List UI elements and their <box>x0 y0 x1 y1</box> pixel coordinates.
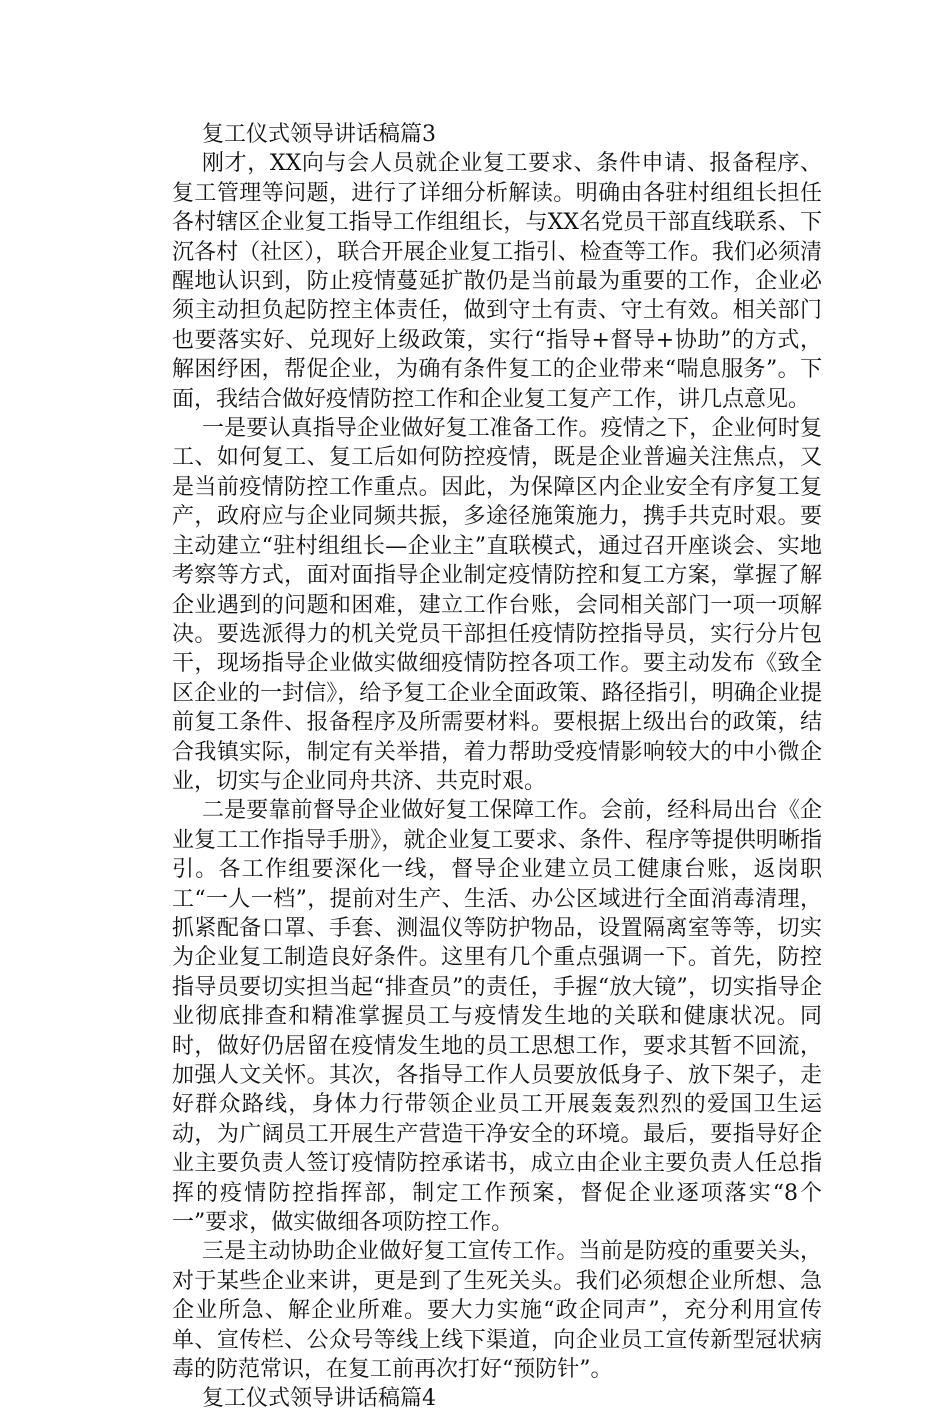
paragraph-point-one: 一是要认真指导企业做好复工准备工作。疫情之下，企业何时复工、如何复工、复工后如何防控疫情，既是企业普遍关注焦点，又是当前疫情防控工作重点。因此，为保障区内企业安全有序复工复产，政府应与企业同频共振，多途径施策施力，携手共克时艰。要主动建立“驻村组组长—企业主”直联模式，通过召开座谈会、实地考察等方式，面对面指导企业制定疫情防控和复工方案，掌握了解企业遇到的问题和困难，建立工作台账，会同相关部门一项一项解决。要选派得力的机关党员干部担任疫情防控指导员，实行分片包干，现场指导企业做实做细疫情防控各项工作。要主动发布《致全区企业的一封信》，给予复工企业全面政策、路径指引，明确企业提前复工条件、报备程序及所需要材料。要根据上级出台的政策，结合我镇实际，制定有关举措，着力帮助受疫情影响较大的中小微企业，切实与企业同舟共济、共克时艰。 <box>172 416 822 794</box>
section-4-heading: 复工仪式领导讲话稿篇4 <box>202 1386 436 1412</box>
paragraph-point-three: 三是主动协助企业做好复工宣传工作。当前是防疫的重要关头，对于某些企业来讲，更是到了生死关头。我们必须想企业所想、急企业所急、解企业所难。要大力实施“政企同声”，充分利用宣传单、宣传栏、公众号等线上线下渠道，向企业员工宣传新型冠状病毒的防范常识，在复工前再次打好“预防针”。 <box>172 1239 822 1383</box>
section-3-heading: 复工仪式领导讲话稿篇3 <box>202 122 436 147</box>
paragraph-point-two: 二是要靠前督导企业做好复工保障工作。会前，经科局出台《企业复工工作指导手册》，就企业复工要求、条件、程序等提供明晰指引。各工作组要深化一线，督导企业建立员工健康台账，返岗职工“一人一档”，提前对生产、生活、办公区域进行全面消毒清理，抓紧配备口罩、手套、测温仪等防护物品，设置隔离室等等，切实为企业复工制造良好条件。这里有几个重点强调一下。首先，防控指导员要切实担当起“排查员”的责任，手握“放大镜”，切实指导企业彻底排查和精准掌握员工与疫情发生地的关联和健康状况。同时，做好仍居留在疫情发生地的员工思想工作，要求其暂不回流，加强人文关怀。其次，各指导工作人员要放低身子、放下架子，走好群众路线，身体力行带领企业员工开展轰轰烈烈的爱国卫生运动，为广阔员工开展生产营造干净安全的环境。最后，要指导好企业主要负责人签订疫情防控承诺书，成立由企业主要负责人任总指挥的疫情防控指挥部，制定工作预案，督促企业逐项落实“8个一”要求，做实做细各项防控工作。 <box>172 798 822 1236</box>
document-body <box>172 120 822 1414</box>
paragraph-intro: 刚才，XX向与会人员就企业复工要求、条件申请、报备程序、复工管理等问题，进行了详细分析解读。明确由各驻村组组长担任各村辖区企业复工指导工作组组长，与XX名党员干部直线联系、下沉各村（社区），联合开展企业复工指引、检查等工作。我们必须清醒地认识到，防止疫情蔓延扩散仍是当前最为重要的工作，企业必须主动担负起防控主体责任，做到守土有责、守土有效。相关部门也要落实好、兑现好上级政策，实行“指导+督导+协助”的方式，解困纾困，帮促企业，为确有条件复工的企业带来“喘息服务”。下面，我结合做好疫情防控工作和企业复工复产工作，讲几点意见。 <box>172 151 822 412</box>
